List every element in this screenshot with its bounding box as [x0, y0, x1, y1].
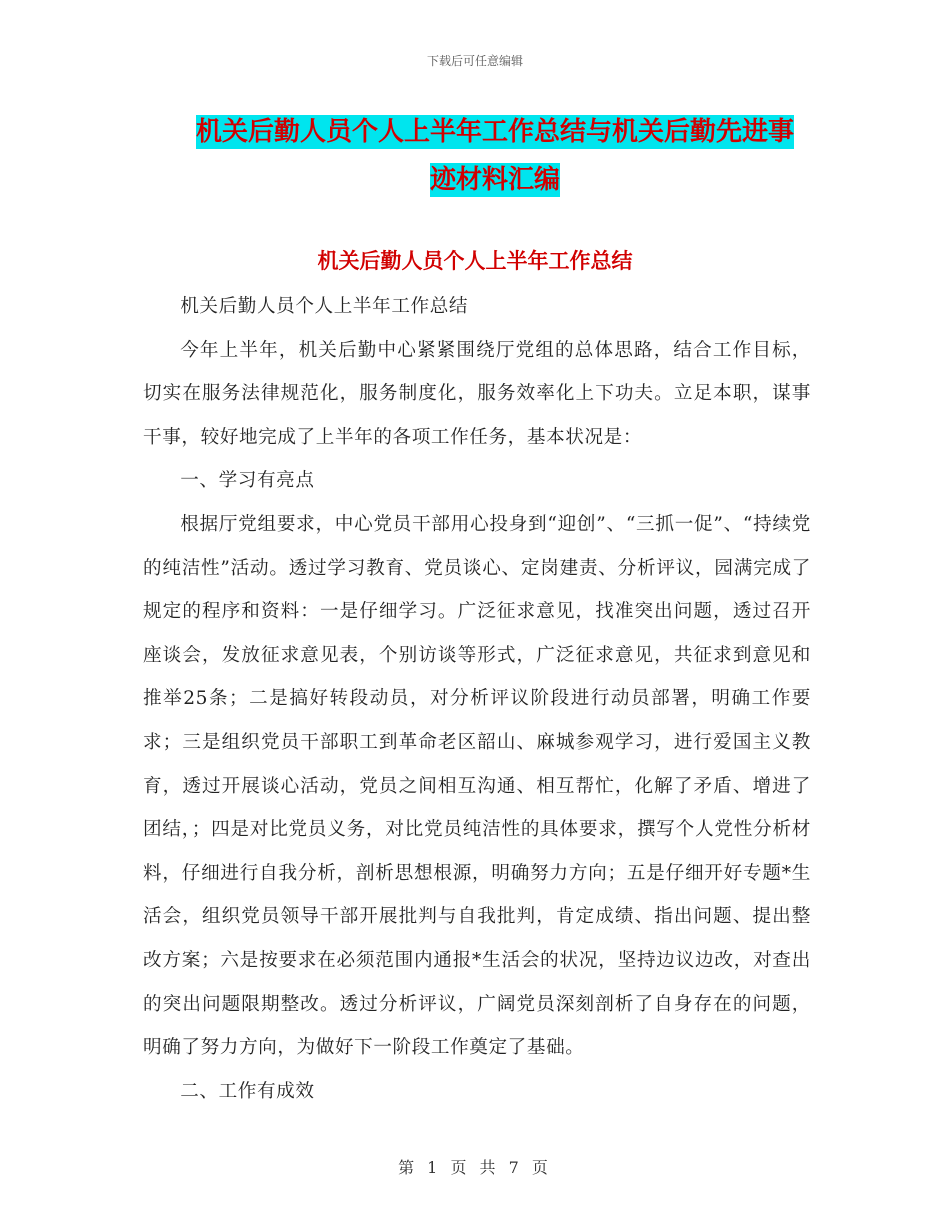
page-footer: 第 1 页 共 7 页 — [398, 1158, 552, 1177]
page-header-note: 下载后可任意编辑 — [426, 54, 523, 68]
document-body — [143, 285, 811, 1113]
paragraph-section-1-body: 根据厅党组要求，中心党员干部用心投身到“迎创”、“三抓一促”、“持续党的纯洁性”活动。透过学习教育、党员谈心、定岗建责、分析评议，园满完成了规定的程序和资料：一是仔细学习。广泛征求意见，找准突出问题，透过召开座谈会，发放征求意见表，个别访谈等形式，广泛征求意见，共征求到意见和推举25条；二是搞好转段动员，对分析评议阶段进行动员部署，明确工作要求；三是组织党员干部职工到革命老区韶山、麻城参观学习，进行爱国主义教育，透过开展谈心活动，党员之间相互沟通、相互帮忙，化解了矛盾、增进了团结，；四是对比党员义务，对比党员纯洁性的具体要求，撰写个人党性分析材料，仔细进行自我分析，剖析思想根源，明确努力方向；五是仔细开好专题*生活会，组织党员领导干部开展批判与自我批判，肯定成绩、指出问题、提出整改方案；六是按要求在必须范围内通报*生活会的状况，坚持边议边改，对查出的突出问题限期整改。透过分析评议，广阔党员深刻剖析了自身存在的问题，明确了努力方向，为做好下一阶段工作奠定了基础。 — [143, 513, 811, 1059]
paragraph-intro: 今年上半年，机关后勤中心紧紧围绕厅党组的总体思路，结合工作目标，切实在服务法律规范化，服务制度化，服务效率化上下功夫。立足本职，谋事干事，较好地完成了上半年的各项工作任务，基本状况是： — [143, 339, 811, 448]
document-title — [150, 108, 840, 204]
paragraph-heading: 机关后勤人员个人上半年工作总结 — [180, 296, 469, 317]
document-title-line-1: 机关后勤人员个人上半年工作总结与机关后勤先进事 — [195, 117, 794, 147]
paragraph-section-2-heading: 二、工作有成效 — [180, 1080, 315, 1102]
section-title: 机关后勤人员个人上半年工作总结 — [317, 249, 633, 273]
paragraph-section-1-heading: 一、学习有亮点 — [180, 470, 315, 492]
document-title-line-2: 迹材料汇编 — [429, 165, 560, 195]
